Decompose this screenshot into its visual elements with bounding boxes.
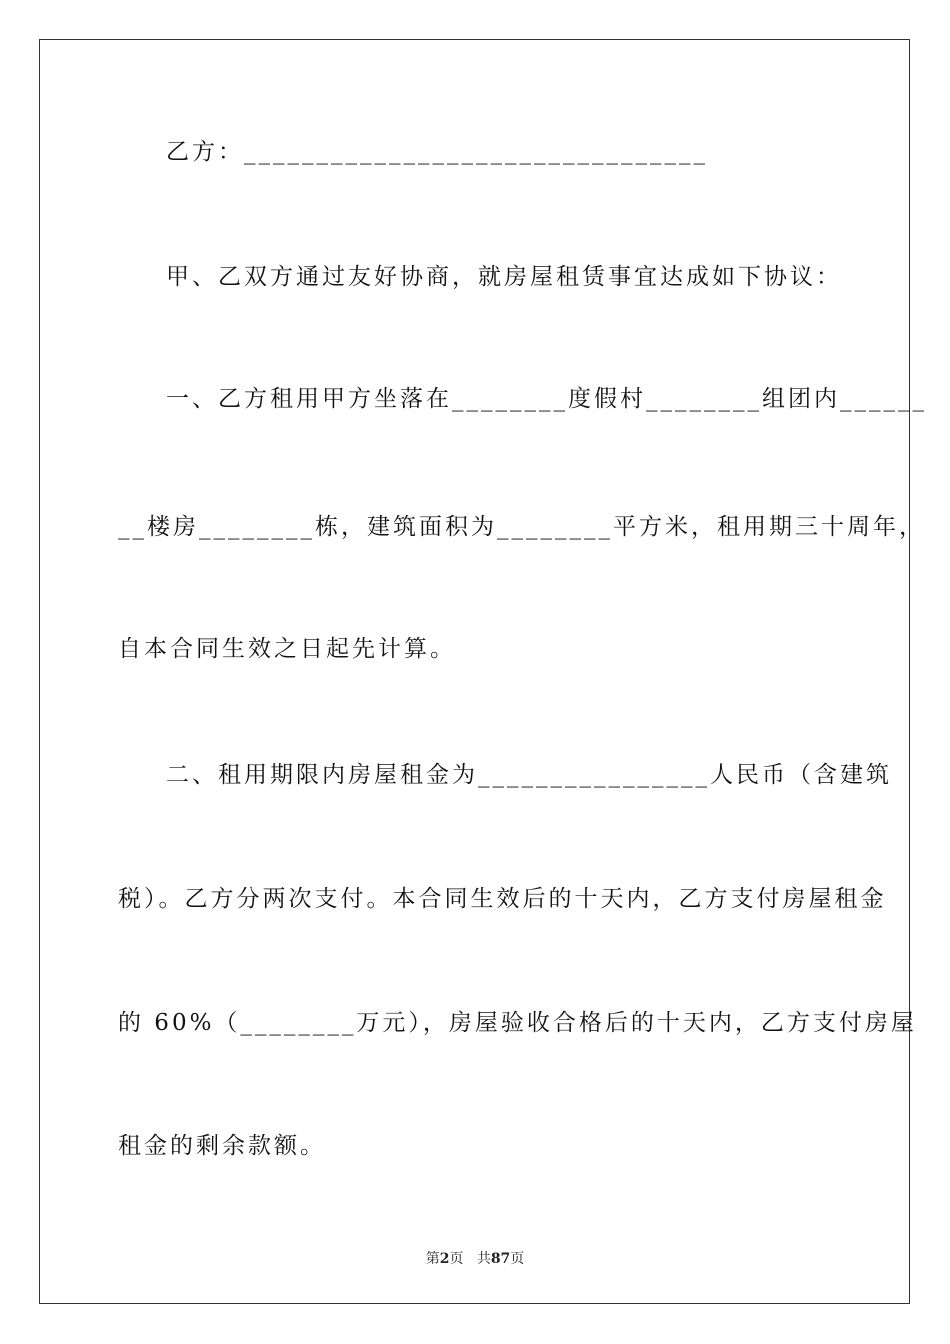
- clause-2-line-4: 租金的剩余款额。: [118, 1133, 326, 1159]
- footer-page-prefix: 第: [425, 1251, 440, 1267]
- intro-paragraph: 甲、乙双方通过友好协商，就房屋租赁事宜达成如下协议：: [166, 264, 842, 290]
- page-footer: [0, 1248, 950, 1268]
- page-border: [39, 39, 910, 1304]
- footer-total-suffix: 页: [510, 1251, 525, 1267]
- footer-total-prefix: 共: [476, 1251, 491, 1267]
- clause-1-line-2: __楼房________栋，建筑面积为________平方米，租用期三十周年，: [118, 514, 925, 540]
- clause-2-line-2: 税）。乙方分两次支付。本合同生效后的十天内，乙方支付房屋租金: [118, 886, 887, 912]
- clause-1-line-3: 自本合同生效之日起先计算。: [118, 636, 456, 662]
- party-b-line: 乙方：________________________________: [166, 139, 708, 165]
- clause-1-line-1: 一、乙方租用甲方坐落在________度假村________组团内______: [166, 386, 927, 412]
- footer-total-pages: 87: [490, 1251, 511, 1267]
- footer-page-suffix: 页: [449, 1251, 464, 1267]
- footer-page-number: 2: [439, 1251, 450, 1267]
- clause-2-line-3: 的 60%（________万元），房屋验收合格后的十天内，乙方支付房屋: [118, 1010, 917, 1036]
- clause-2-line-1: 二、租用期限内房屋租金为________________人民币（含建筑: [166, 762, 892, 788]
